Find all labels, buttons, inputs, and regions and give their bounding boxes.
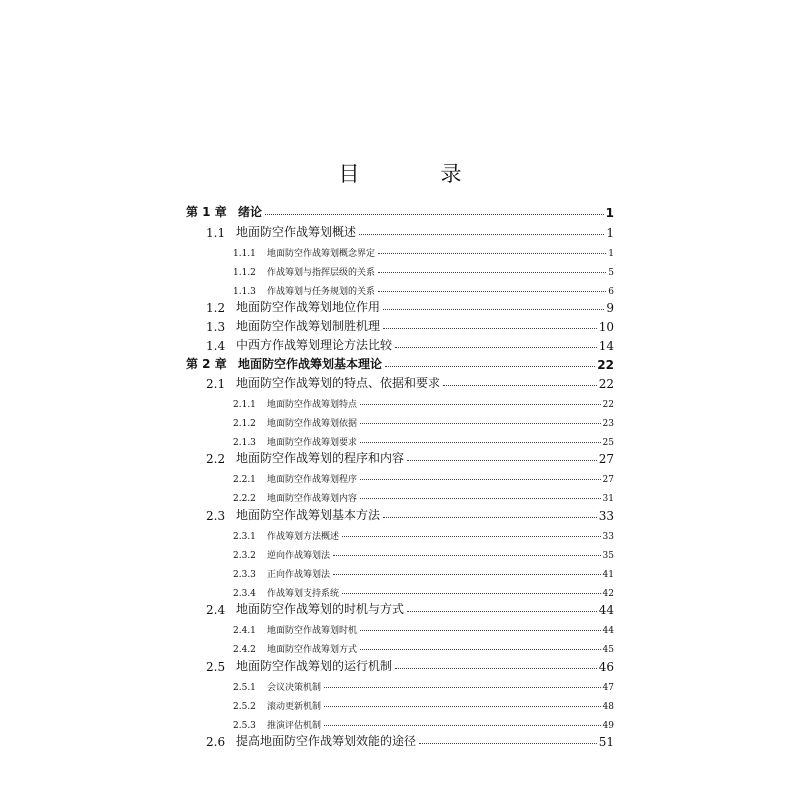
toc-page-number: 49: [602, 721, 614, 731]
dot-leader: [395, 667, 597, 669]
dot-leader: [359, 233, 604, 235]
toc-page-number: 41: [602, 570, 614, 580]
toc-entry: [206, 597, 614, 617]
toc-page-number: 14: [598, 339, 614, 353]
toc-page-number: 45: [602, 645, 614, 655]
toc-number: 1.1.3: [233, 287, 256, 297]
toc-label: 地面防空作战筹划程序: [267, 475, 358, 485]
dot-leader: [419, 742, 597, 744]
toc-label: 地面防空作战筹划概念界定: [267, 249, 376, 259]
dot-leader: [443, 384, 597, 386]
toc-entry: [233, 239, 614, 259]
toc-entry: [206, 314, 614, 334]
page-title: 目 录: [338, 162, 492, 186]
toc-label: 作战筹划方法概述: [267, 532, 340, 542]
dot-leader: [383, 516, 597, 518]
toc-number: 2.5.1: [233, 683, 256, 693]
toc-entry: [233, 390, 614, 410]
toc-label: 地面防空作战筹划的特点、依据和要求: [236, 376, 441, 390]
toc-entry: [233, 465, 614, 485]
toc-page-number: 44: [598, 603, 614, 617]
dot-leader: [360, 403, 601, 405]
toc-entry: [233, 616, 614, 636]
toc-entry: [233, 673, 614, 693]
toc-entry: [233, 711, 614, 731]
toc-label: 地面防空作战筹划的程序和内容: [236, 451, 405, 465]
dot-leader: [360, 422, 601, 424]
toc-number: 2.5.3: [233, 721, 256, 731]
toc-number: 2.4.2: [233, 645, 256, 655]
toc-number: 2.1: [206, 377, 226, 391]
toc-page-number: 22: [597, 358, 614, 372]
toc-entry: [206, 654, 614, 674]
toc-number: 第 1 章: [186, 205, 227, 219]
toc-entry: [233, 560, 614, 580]
dot-leader: [342, 592, 601, 594]
dot-leader: [333, 573, 601, 575]
toc-entry: [233, 635, 614, 655]
toc-page-number: 44: [602, 626, 614, 636]
dot-leader: [407, 610, 597, 612]
toc-number: 2.6: [206, 735, 226, 749]
toc-number: 1.1.1: [233, 249, 256, 259]
toc-page-number: 22: [598, 377, 614, 391]
toc-entry: [206, 729, 614, 749]
toc-number: 1.3: [206, 320, 226, 334]
toc-label: 提高地面防空作战筹划效能的途径: [236, 734, 417, 748]
toc-number: 1.1.2: [233, 268, 256, 278]
toc-entry: [233, 277, 614, 297]
toc-number: 2.2: [206, 452, 226, 466]
toc-page-number: 22: [602, 400, 614, 410]
toc-page-number: 1: [605, 206, 614, 220]
toc-label: 作战筹划与指挥层级的关系: [267, 268, 376, 278]
toc-label: 地面防空作战筹划要求: [267, 438, 358, 448]
toc-number: 2.1.2: [233, 419, 256, 429]
toc-entry: [206, 503, 614, 523]
dot-leader: [324, 686, 601, 688]
toc-entry: [186, 200, 614, 220]
toc-label: 地面防空作战筹划基本理论: [238, 357, 383, 371]
toc-number: 2.5.2: [233, 702, 256, 712]
dot-leader: [395, 346, 597, 348]
toc-label: 逆向作战筹划法: [267, 551, 331, 561]
toc-page-number: 33: [598, 509, 614, 523]
toc-label: 地面防空作战筹划特点: [267, 400, 358, 410]
toc-label: 地面防空作战筹划地位作用: [236, 300, 381, 314]
toc-page-number: 5: [608, 268, 614, 278]
toc-label: 地面防空作战筹划时机: [267, 626, 358, 636]
toc-label: 滚动更新机制: [267, 702, 322, 712]
toc-number: 1.1: [206, 226, 226, 240]
toc-page-number: 1: [606, 226, 614, 240]
toc-entry: [206, 220, 614, 240]
dot-leader: [378, 252, 606, 254]
toc-entry: [233, 409, 614, 429]
toc-page-number: 48: [602, 702, 614, 712]
dot-leader: [407, 459, 597, 461]
toc-label: 地面防空作战筹划内容: [267, 494, 358, 504]
toc-page-number: 47: [602, 683, 614, 693]
toc-number: 1.4: [206, 339, 226, 353]
toc-label: 绪论: [238, 205, 263, 219]
dot-leader: [383, 327, 597, 329]
toc-entry: [233, 579, 614, 599]
toc-number: 2.2.1: [233, 475, 256, 485]
toc-entry: [206, 295, 614, 315]
dot-leader: [324, 705, 601, 707]
toc-page-number: 51: [598, 735, 614, 749]
toc-label: 中西方作战筹划理论方法比较: [236, 338, 393, 352]
toc-entry: [186, 352, 614, 372]
toc-entry: [233, 258, 614, 278]
toc-page-number: 27: [602, 475, 614, 485]
toc-label: 作战筹划与任务规划的关系: [267, 287, 376, 297]
toc-label: 地面防空作战筹划基本方法: [236, 508, 381, 522]
dot-leader: [333, 554, 601, 556]
toc-number: 2.3.1: [233, 532, 256, 542]
toc-number: 2.5: [206, 660, 226, 674]
toc-number: 2.4.1: [233, 626, 256, 636]
toc-page-number: 31: [602, 494, 614, 504]
toc-entry: [233, 541, 614, 561]
toc-entry: [233, 484, 614, 504]
toc-page-number: 10: [598, 320, 614, 334]
toc-label: 地面防空作战筹划制胜机理: [236, 319, 381, 333]
dot-leader: [265, 213, 604, 215]
toc-entry: [206, 333, 614, 353]
toc-number: 2.4: [206, 603, 226, 617]
dot-leader: [360, 629, 601, 631]
dot-leader: [360, 497, 601, 499]
toc-number: 2.1.3: [233, 438, 256, 448]
dot-leader: [385, 365, 595, 367]
table-of-contents: [0, 200, 800, 760]
toc-number: 2.1.1: [233, 400, 256, 410]
toc-number: 1.2: [206, 301, 226, 315]
dot-leader: [378, 271, 606, 273]
dot-leader: [342, 535, 601, 537]
toc-number: 2.3: [206, 509, 226, 523]
toc-entry: [233, 692, 614, 712]
toc-page-number: 25: [602, 438, 614, 448]
toc-label: 地面防空作战筹划概述: [236, 225, 357, 239]
toc-label: 会议决策机制: [267, 683, 322, 693]
toc-number: 2.2.2: [233, 494, 256, 504]
toc-entry: [233, 522, 614, 542]
toc-entry: [206, 446, 614, 466]
dot-leader: [360, 478, 601, 480]
toc-number: 第 2 章: [186, 357, 227, 371]
toc-page-number: 23: [602, 419, 614, 429]
dot-leader: [360, 648, 601, 650]
dot-leader: [360, 441, 601, 443]
toc-entry: [233, 428, 614, 448]
toc-page-number: 9: [606, 301, 614, 315]
toc-label: 地面防空作战筹划依据: [267, 419, 358, 429]
toc-page-number: 46: [598, 660, 614, 674]
toc-label: 地面防空作战筹划的时机与方式: [236, 602, 405, 616]
dot-leader: [324, 724, 601, 726]
toc-page-number: 1: [608, 249, 614, 259]
toc-page-number: 27: [598, 452, 614, 466]
toc-label: 正向作战筹划法: [267, 570, 331, 580]
toc-label: 作战筹划支持系统: [267, 589, 340, 599]
toc-page-number: 35: [602, 551, 614, 561]
toc-number: 2.3.3: [233, 570, 256, 580]
toc-label: 地面防空作战筹划方式: [267, 645, 358, 655]
toc-page-number: 33: [602, 532, 614, 542]
toc-page-number: 42: [602, 589, 614, 599]
toc-page-number: 6: [608, 287, 614, 297]
toc-label: 推演评估机制: [267, 721, 322, 731]
toc-entry: [206, 371, 614, 391]
toc-number: 2.3.4: [233, 589, 256, 599]
toc-number: 2.3.2: [233, 551, 256, 561]
dot-leader: [383, 308, 604, 310]
toc-label: 地面防空作战筹划的运行机制: [236, 659, 393, 673]
dot-leader: [378, 290, 606, 292]
